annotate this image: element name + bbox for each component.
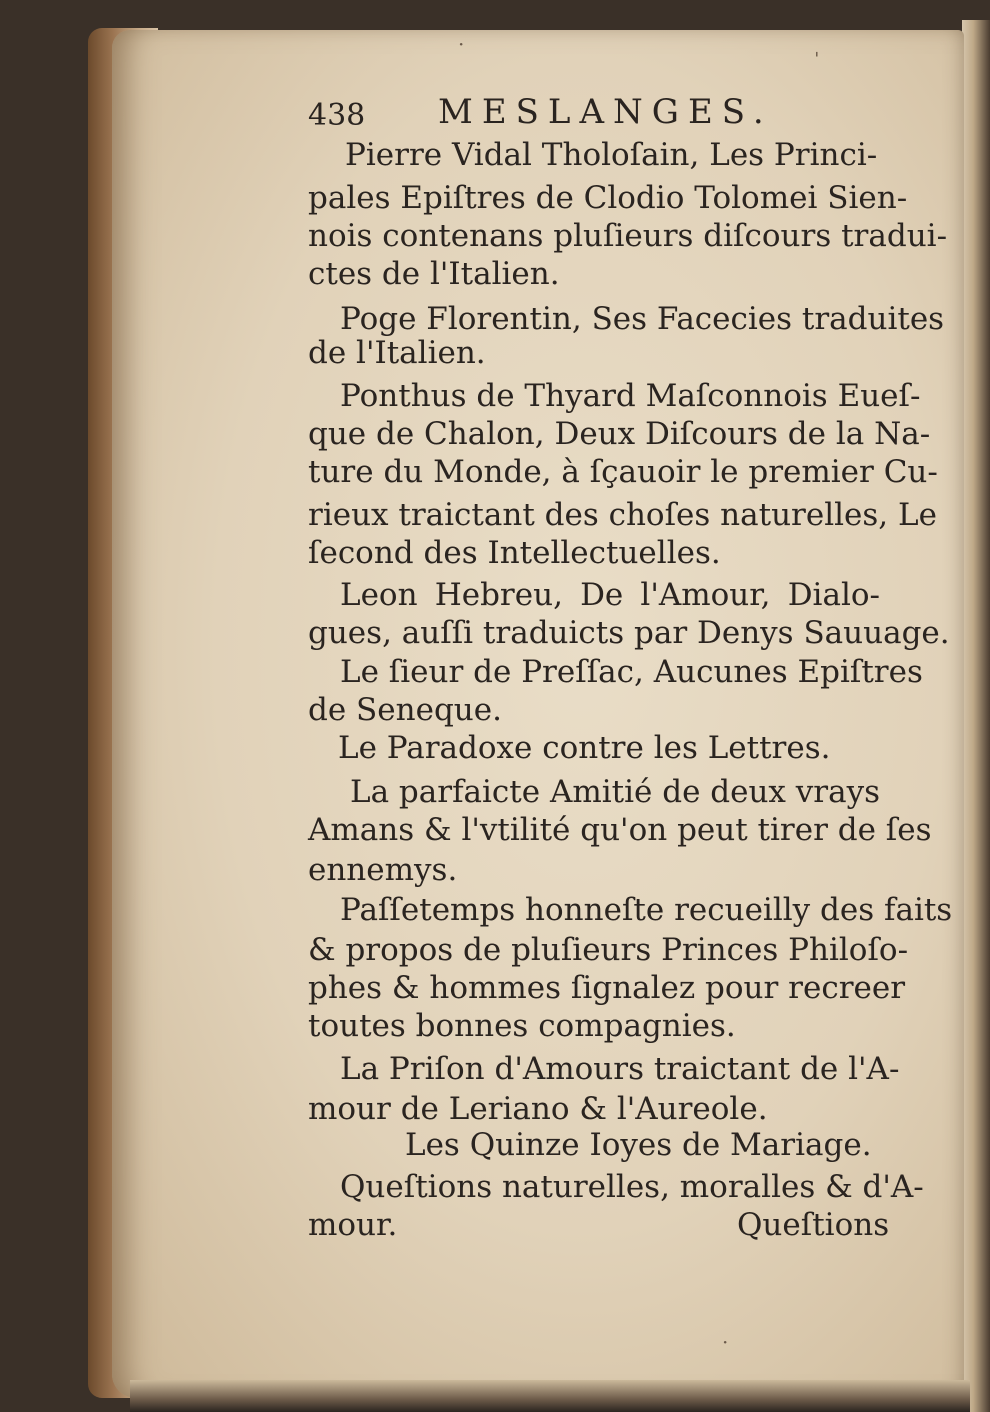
text-line: de l'Italien.	[308, 335, 486, 371]
text-line: rieux traictant des choſes naturelles, Le	[308, 497, 937, 533]
text-line: Les Quinze Ioyes de Mariage.	[405, 1127, 872, 1163]
text-line: La Priſon d'Amours traictant de l'A-	[340, 1051, 900, 1087]
text-line: mour.	[308, 1207, 398, 1243]
text-line: Paſſetemps honneſte recueilly des faits	[340, 892, 953, 928]
text-line: de Seneque.	[308, 692, 502, 728]
text-line: Pierre Vidal Tholoſain, Les Princi-	[345, 137, 878, 173]
page-number: 438	[308, 98, 366, 133]
running-title: MESLANGES.	[438, 92, 773, 132]
text-line: Poge Florentin, Ses Facecies traduites	[340, 301, 945, 337]
text-line: ſecond des Intellectuelles.	[308, 535, 721, 571]
text-line: gues, auſſi traduicts par Denys Sauuage.	[308, 615, 950, 651]
text-line: Amans & l'vtilité qu'on peut tirer de ſes	[308, 812, 932, 848]
text-line: & propos de pluſieurs Princes Philoſo-	[308, 932, 909, 968]
text-line: phes & hommes ſignalez pour recreer	[308, 970, 906, 1006]
text-line: Leon Hebreu, De l'Amour, Dialo-	[340, 577, 880, 613]
text-line: ctes de l'Italien.	[308, 256, 560, 292]
text-line: que de Chalon, Deux Diſcours de la Na-	[308, 416, 931, 452]
text-line: Ponthus de Thyard Maſconnois Eueſ-	[340, 378, 921, 414]
text-line: Queſtions naturelles, moralles & d'A-	[340, 1169, 924, 1205]
text-line: ture du Monde, à ſçauoir le premier Cu-	[308, 454, 938, 490]
paper-speck: ·	[722, 1330, 729, 1354]
paper-speck: ·	[458, 32, 465, 56]
text-line: ennemys.	[308, 852, 458, 888]
text-line: toutes bonnes compagnies.	[308, 1008, 736, 1044]
text-line: La parfaicte Amitié de deux vrays	[350, 774, 880, 810]
text-line: pales Epiſtres de Clodio Tolomei Sien-	[308, 180, 908, 216]
text-line: mour de Leriano & l'Aureole.	[308, 1091, 768, 1127]
text-line: nois contenans pluſieurs diſcours tradui-	[308, 218, 948, 254]
paper-speck: ˈ	[814, 48, 820, 72]
catchword: Queſtions	[737, 1207, 890, 1243]
text-line: Le ſieur de Preſſac, Aucunes Epiſtres	[340, 654, 923, 690]
text-line: Le Paradoxe contre les Lettres.	[338, 730, 831, 766]
